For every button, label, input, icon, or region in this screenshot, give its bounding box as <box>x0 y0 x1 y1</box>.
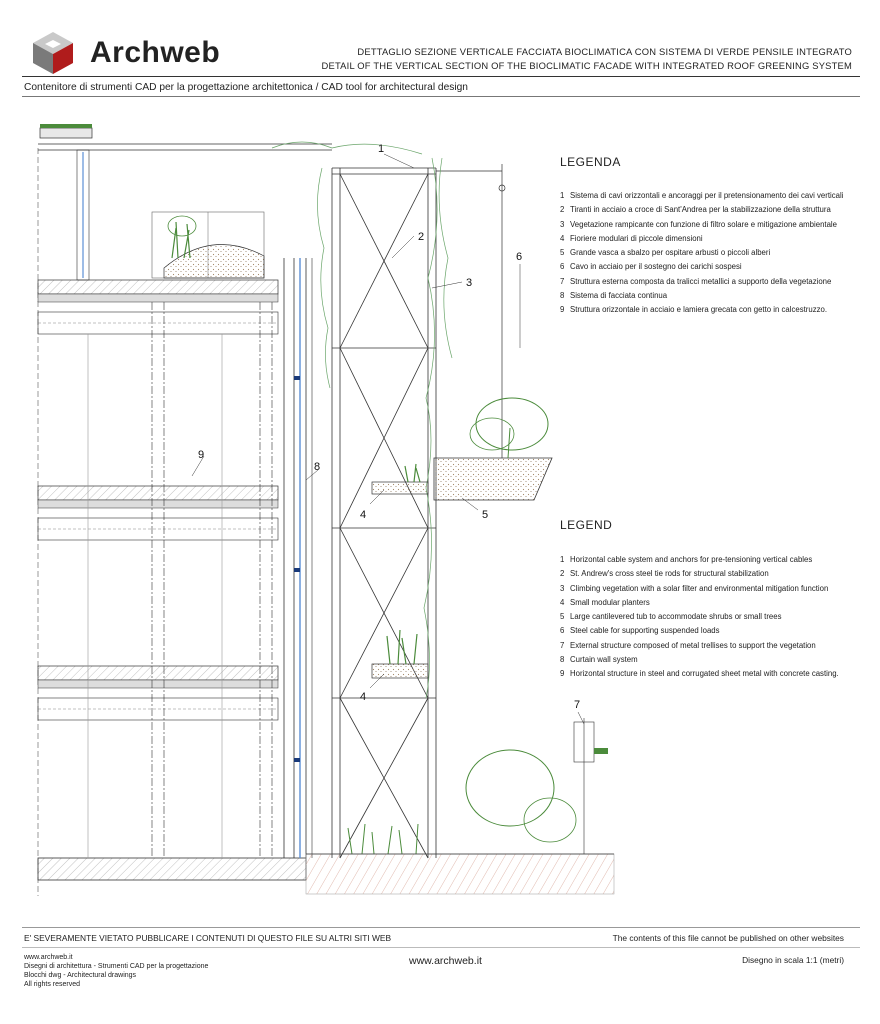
callout-2: 2 <box>418 231 425 243</box>
website-link[interactable]: www.archweb.it <box>409 955 482 967</box>
small-planter-lower <box>372 630 428 678</box>
footer-credit-line: www.archweb.it <box>24 954 73 961</box>
legend-heading-italian: LEGENDA <box>560 155 621 169</box>
cantilever-tub <box>434 398 552 500</box>
legend-heading-english: LEGEND <box>560 518 613 532</box>
legend-item: 8 Sistema di facciata continua <box>560 291 668 301</box>
legend-item: 8 Curtain wall system <box>560 655 638 665</box>
callout-4-upper: 4 <box>360 509 367 521</box>
footer-divider <box>22 927 860 928</box>
curtain-wall <box>284 258 312 858</box>
section-drawing <box>22 108 622 908</box>
trellis-detail <box>574 718 608 854</box>
legend-list-italian <box>560 189 843 318</box>
leader-lines <box>192 154 584 724</box>
callout-5: 5 <box>482 509 489 521</box>
roof-planter <box>164 216 264 278</box>
subtitle: Contenitore di strumenti CAD per la progettazione architettonica / CAD tool for architectural design <box>24 82 468 93</box>
legend-item: 7 External structure composed of metal trellises to support the vegetation <box>560 640 816 650</box>
header-divider <box>22 76 860 77</box>
legend-item: 9 Horizontal structure in steel and corrugated sheet metal with concrete casting. <box>560 669 839 679</box>
footer-credits <box>24 953 208 989</box>
footer-credit-line: All rights reserved <box>24 981 81 988</box>
steel-columns <box>88 302 272 858</box>
callout-4-lower: 4 <box>360 691 367 703</box>
title-english: DETAIL OF THE VERTICAL SECTION OF THE BIOCLIMATIC FACADE WITH INTEGRATED ROOF GREENING SYSTEM <box>321 60 852 71</box>
legend-item: 1 Horizontal cable system and anchors for pre-tensioning vertical cables <box>560 555 813 564</box>
copyright-warning-english: The contents of this file cannot be published on other websites <box>612 933 844 943</box>
legend-item: 4 Small modular planters <box>560 597 650 607</box>
callout-6: 6 <box>516 251 523 263</box>
callout-8: 8 <box>314 461 321 473</box>
climbing-vegetation <box>272 142 452 698</box>
legend-item: 2 Tiranti in acciaio a croce di Sant'Andrea per la stabilizzazione della struttura <box>560 205 831 215</box>
footer-divider-2 <box>22 947 860 948</box>
legend-item: 3 Vegetazione rampicante con funzione di filtro solare e mitigazione ambientale <box>560 219 837 229</box>
archweb-logo-icon <box>30 30 76 76</box>
callout-9: 9 <box>198 449 205 461</box>
legend-item: 3 Climbing vegetation with a solar filter and environmental mitigation function <box>560 583 829 593</box>
subtitle-divider <box>22 96 860 97</box>
footer-credit-line: Disegni di architettura - Strumenti CAD per la progettazione <box>24 963 209 970</box>
legend-item: 6 Cavo in acciaio per il sostegno dei carichi sospesi <box>560 262 742 272</box>
callout-1: 1 <box>378 143 385 155</box>
legend-item: 9 Struttura orizzontale in acciaio e lamiera grecata con getto in calcestruzzo. <box>560 305 827 315</box>
external-trellis <box>332 168 436 858</box>
floor-slabs <box>38 280 306 880</box>
copyright-warning-italian: E' SEVERAMENTE VIETATO PUBBLICARE I CONTENUTI DI QUESTO FILE SU ALTRI SITI WEB <box>24 933 392 943</box>
ground-vegetation <box>306 750 614 894</box>
legend-list-english <box>560 553 839 682</box>
legend-item: 6 Steel cable for supporting suspended loads <box>560 626 720 636</box>
title-italian: DETTAGLIO SEZIONE VERTICALE FACCIATA BIOCLIMATICA CON SISTEMA DI VERDE PENSILE INTEGRATO <box>357 46 852 57</box>
legend-item: 7 Struttura esterna composta da tralicci metallici a supporto della vegetazione <box>560 276 832 286</box>
callout-3: 3 <box>466 277 473 289</box>
small-planter-upper <box>372 464 428 494</box>
cable-system <box>436 164 505 458</box>
legend-item: 2 St. Andrew's cross steel tie rods for structural stabilization <box>560 569 769 579</box>
drawing-scale: Disegno in scala 1:1 (metri) <box>742 955 844 965</box>
legend-item: 5 Large cantilevered tub to accommodate shrubs or small trees <box>560 612 782 622</box>
legend-item: 5 Grande vasca a sbalzo per ospitare arbusti o piccoli alberi <box>560 248 771 258</box>
legend-item: 1 Sistema di cavi orizzontali e ancoraggi per il pretensionamento dei cavi verticali <box>560 191 844 200</box>
callout-7: 7 <box>574 699 581 711</box>
footer-credit-line: Blocchi dwg - Architectural drawings <box>24 972 137 979</box>
legend-item: 4 Fioriere modulari di piccole dimensioni <box>560 233 703 243</box>
brand-name: Archweb <box>90 36 221 69</box>
